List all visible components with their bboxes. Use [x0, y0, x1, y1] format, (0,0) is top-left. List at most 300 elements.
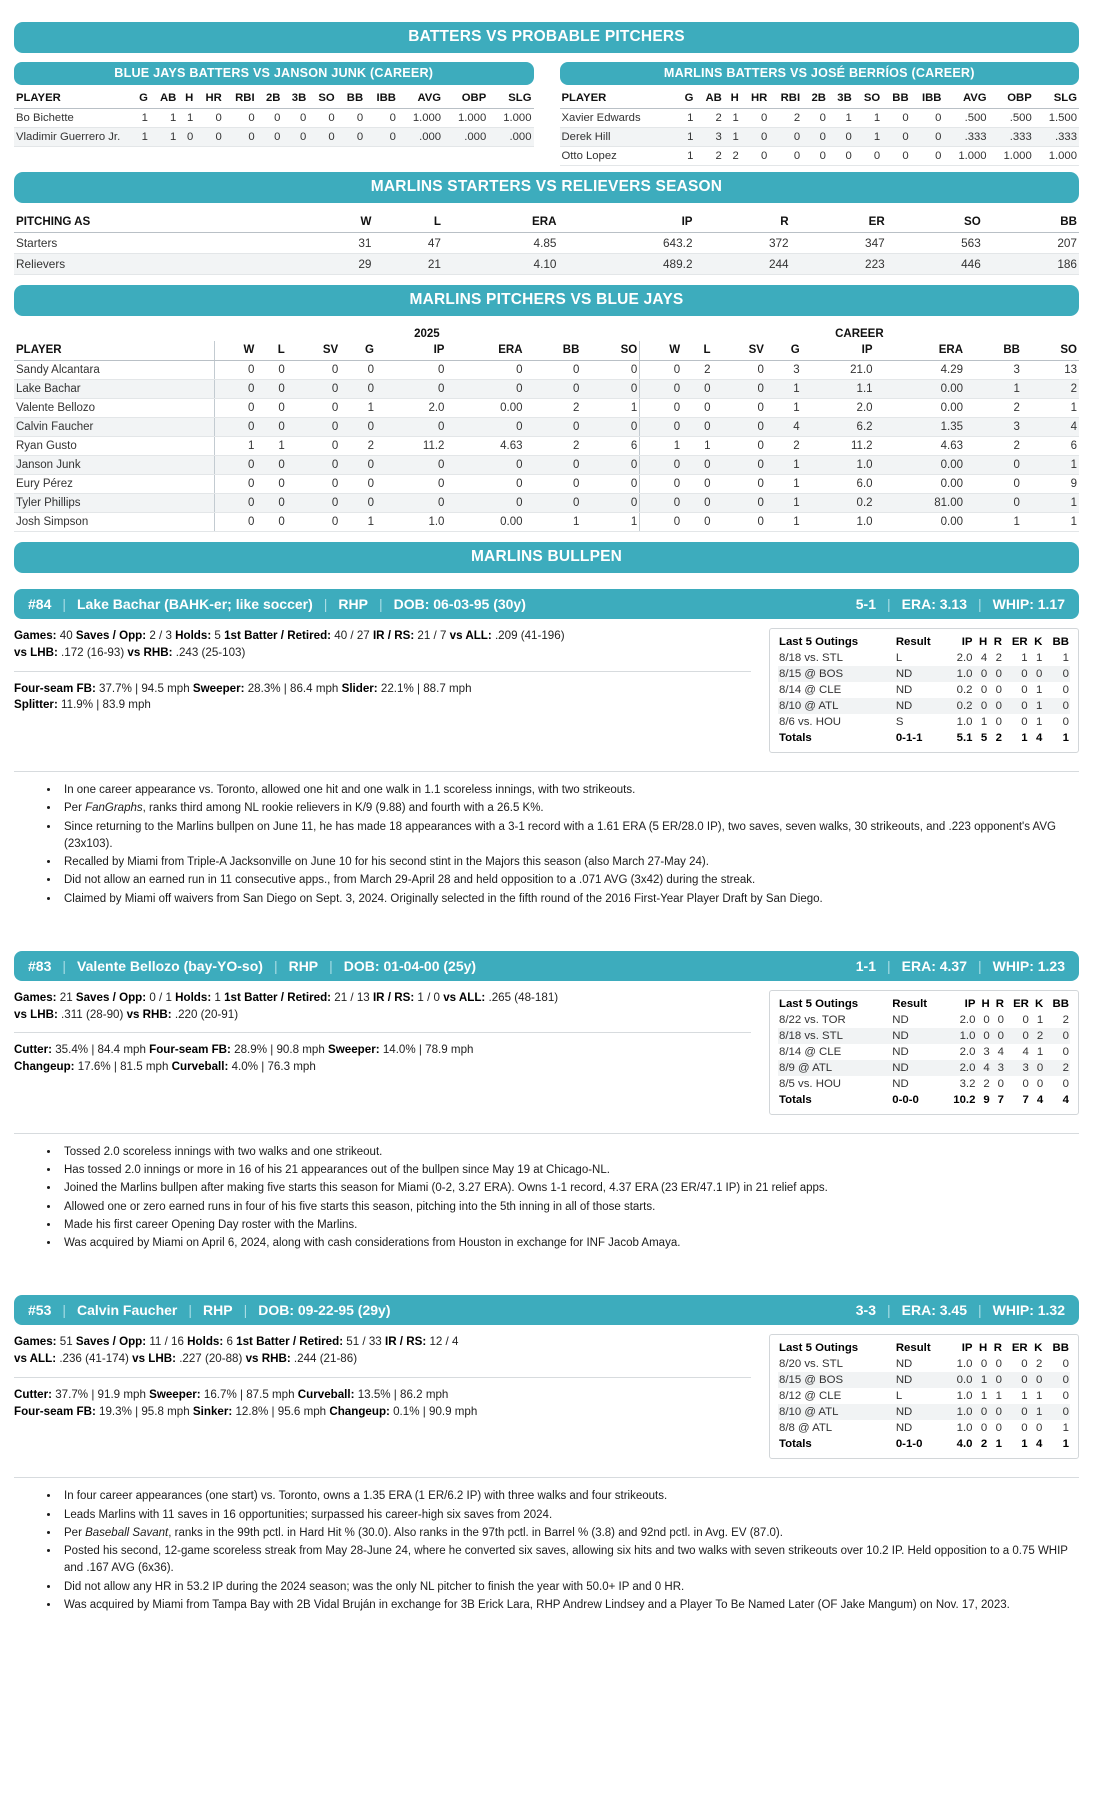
cell-value: 0 [828, 128, 854, 147]
column-header-l: L [682, 341, 712, 361]
cell-value: 3 [695, 128, 723, 147]
column-header-ip: IP [802, 341, 875, 361]
table-body [778, 1012, 1070, 1108]
cell-value: 0 [376, 475, 446, 494]
outing-stat: 0 [980, 684, 988, 696]
cell-value: 643.2 [559, 233, 695, 254]
outings-column-h: H [979, 636, 988, 648]
cell-value: 0 [214, 475, 256, 494]
player-note-item: • Did not allow any HR in 53.2 IP during the 2024 season; was the only NL pitcher to finish the year with 50.0+ IP and 0 HR. [60, 1579, 1079, 1596]
outing-result: ND [895, 1406, 913, 1419]
table-row [560, 109, 1080, 128]
outing-stat: 0 [1021, 1374, 1028, 1387]
column-header-obp: OBP [443, 89, 488, 109]
outings-column-r: R [995, 997, 1004, 1010]
column-header-ibb: IBB [365, 89, 398, 109]
outing-stat: 2 [1036, 1029, 1044, 1042]
cell-value: 223 [791, 254, 887, 275]
cell-value: 29 [304, 254, 373, 275]
cell-value: 0 [256, 456, 286, 475]
divider-pipe: | [329, 957, 333, 974]
outing-stat: 4 [983, 1061, 990, 1074]
totals-value: 0-0-0 [891, 1092, 942, 1108]
cell-value: 3 [766, 361, 802, 380]
outing-stat: 1 [1036, 1406, 1043, 1419]
outing-stat: 1.0 [956, 1422, 973, 1435]
cell-value: 0 [581, 494, 639, 513]
cell-value: 1 [340, 513, 376, 532]
column-header-2b: 2B [257, 89, 283, 109]
cell-value: 0 [713, 513, 766, 532]
cell-value: 0 [581, 361, 639, 380]
cell-value: 0 [713, 418, 766, 437]
column-header-ab: AB [695, 89, 723, 109]
outing-totals-row [778, 730, 1070, 746]
cell-value: 0 [195, 128, 223, 147]
cell-value: 0 [308, 109, 336, 128]
cell-value: 1 [340, 399, 376, 418]
outing-date: 8/5 vs. HOU [779, 1077, 842, 1090]
cell-value: 0 [882, 109, 910, 128]
cell-value: 0 [287, 494, 340, 513]
player-stats-block [14, 1334, 751, 1459]
column-header-g: G [132, 89, 150, 109]
outings-column-result: Result [895, 1342, 931, 1355]
cell-value: 0 [340, 361, 376, 380]
cell-value: 347 [791, 233, 887, 254]
outing-stat: 2.0 [956, 652, 973, 664]
outing-row [778, 666, 1070, 682]
player-dob: DOB: 09-22-95 (29y) [258, 1302, 391, 1319]
outing-stat: 1 [1036, 716, 1043, 728]
player-note-item: • Leads Marlins with 11 saves in 16 opportunities; surpassed his career-high six saves from 2024. [60, 1507, 1079, 1524]
outings-column-ip: IP [961, 636, 973, 648]
totals-value: 4 [1029, 1436, 1044, 1452]
column-header-era: ERA [446, 341, 524, 361]
cell-value: 0.00 [875, 399, 965, 418]
cell-value: 4.85 [443, 233, 559, 254]
cell-value: .333 [989, 128, 1034, 147]
table-header-row [778, 1340, 1070, 1356]
outing-date: 8/18 vs. STL [779, 652, 843, 664]
cell-value: 0 [640, 475, 682, 494]
main-title-banner: BATTERS VS PROBABLE PITCHERS [14, 22, 1079, 53]
bluejays-batters-column [14, 62, 534, 166]
player-card [14, 589, 1079, 935]
column-header-avg: AVG [943, 89, 988, 109]
cell-value: 0 [340, 418, 376, 437]
outing-stat: 0 [1036, 668, 1043, 680]
cell-value: 1 [1022, 399, 1079, 418]
column-header-w: W [640, 341, 682, 361]
outing-stat: 2 [1062, 1061, 1069, 1074]
cell-value: 1 [965, 380, 1022, 399]
column-header-h: H [724, 89, 741, 109]
player-record: 5-1 [855, 596, 876, 612]
cell-value: 0 [376, 456, 446, 475]
divider-pipe: | [188, 1302, 193, 1319]
totals-value: 7 [1005, 1092, 1030, 1108]
outing-stat: 0 [1062, 1374, 1069, 1387]
cell-value: 0 [214, 399, 256, 418]
player-card-header [14, 951, 1079, 981]
cell-value: 0 [682, 399, 712, 418]
table-header-row [14, 212, 1079, 233]
outings-column-result: Result [895, 636, 931, 648]
cell-value: 0 [376, 380, 446, 399]
cell-value: 1 [132, 109, 150, 128]
divider-pipe: | [978, 957, 982, 974]
cell-value: 0 [965, 494, 1022, 513]
cell-value: 2.0 [376, 399, 446, 418]
outings-column-bb: BB [1052, 1342, 1069, 1355]
cell-value: 4.63 [446, 437, 524, 456]
player-identity [28, 1302, 391, 1318]
cell-value: 1 [581, 513, 639, 532]
cell-value: 186 [983, 254, 1079, 275]
cell-value: .333 [1034, 128, 1079, 147]
cell-value: 0 [525, 380, 582, 399]
cell-value: 0 [802, 147, 828, 166]
cell-value: 6.2 [802, 418, 875, 437]
cell-value: 0 [308, 128, 336, 147]
cell-value: 0 [581, 418, 639, 437]
table-body [14, 361, 1079, 532]
outing-stat: 0 [1021, 668, 1028, 680]
cell-value: .000 [488, 128, 533, 147]
cell-value: 0 [525, 494, 582, 513]
outing-row [778, 1356, 1070, 1372]
cell-value: 1 [214, 437, 256, 456]
cell-value: 0 [178, 128, 195, 147]
outing-stat: 0 [995, 716, 1002, 728]
totals-value: 1 [988, 1436, 1003, 1452]
outing-stat: 2 [995, 652, 1002, 664]
cell-value: 1.1 [802, 380, 875, 399]
cell-value: 1 [854, 109, 882, 128]
column-header-h: H [178, 89, 195, 109]
totals-label: Totals [778, 1092, 891, 1108]
cell-value: 0.00 [875, 513, 965, 532]
cell-value: 0 [640, 513, 682, 532]
divider-pipe: | [273, 957, 278, 974]
cell-value: 207 [983, 233, 1079, 254]
table-row [14, 513, 1079, 532]
cell-value: 0 [287, 513, 340, 532]
cell-value: 0 [340, 380, 376, 399]
outing-stat: 0 [983, 1013, 990, 1026]
last-5-outings-table [778, 634, 1070, 746]
outing-totals-row [778, 1092, 1070, 1108]
cell-value: 1 [678, 128, 696, 147]
outing-stat: 0 [1021, 1422, 1028, 1435]
player-era: ERA: 4.37 [901, 957, 967, 974]
cell-value: 2 [340, 437, 376, 456]
column-header-player: PLAYER [14, 89, 132, 109]
player-stat-line-2: vs ALL: .236 (41-174) vs LHB: .227 (20-88) vs RHB: .244 (21-86) [14, 1352, 358, 1366]
player-throwing-hand: RHP [203, 1302, 233, 1319]
marlins-batters-column [560, 62, 1080, 166]
outings-column-bb: BB [1052, 636, 1069, 648]
outing-stat: 0 [997, 1013, 1004, 1026]
cell-value: 0 [581, 475, 639, 494]
player-era: ERA: 3.13 [901, 596, 967, 612]
column-header-2b: 2B [802, 89, 828, 109]
cell-value: 2 [766, 437, 802, 456]
stat-divider [14, 1377, 751, 1378]
outing-stat: 1 [995, 1390, 1002, 1403]
outing-stat: 0 [1062, 684, 1069, 696]
outing-stat: 0 [995, 668, 1002, 680]
player-note-item: • Has tossed 2.0 innings or more in 16 of his 21 appearances out of the bullpen since May 19 at Chicago-NL. [60, 1162, 1079, 1179]
row-label: Tyler Phillips [14, 494, 214, 513]
player-throwing-hand: RHP [338, 596, 368, 612]
outing-stat: 0 [995, 1358, 1002, 1371]
outing-stat: 1 [980, 1374, 988, 1387]
cell-value: 0 [640, 494, 682, 513]
row-label: Vladimir Guerrero Jr. [14, 128, 132, 147]
cell-value: 0 [640, 399, 682, 418]
totals-value: 4 [1030, 1092, 1044, 1108]
last-5-outings-box [769, 1334, 1079, 1459]
cell-value: 0 [365, 109, 398, 128]
outings-column-last-5-outings: Last 5 Outings [779, 636, 859, 648]
player-stat-line-2: vs LHB: .172 (16-93) vs RHB: .243 (25-103) [14, 645, 246, 659]
player-dob: DOB: 01-04-00 (25y) [343, 957, 477, 974]
group-header-blank [14, 325, 214, 341]
outing-row [778, 1012, 1070, 1028]
cell-value: 0 [287, 475, 340, 494]
cell-value: 0 [340, 494, 376, 513]
outing-date: 8/6 vs. HOU [779, 716, 842, 728]
outing-stat: 0 [997, 1029, 1004, 1042]
bluejays-batters-title: BLUE JAYS BATTERS VS JANSON JUNK (CAREER) [14, 62, 534, 85]
cell-value: 2 [682, 361, 712, 380]
totals-value: 1 [1003, 730, 1029, 746]
divider-pipe: | [887, 1302, 891, 1319]
table-row [14, 233, 1079, 254]
totals-value: 5 [974, 730, 989, 746]
cell-value: 0 [882, 128, 910, 147]
outing-stat: 2 [983, 1077, 990, 1090]
pitchers-vs-bluejays-banner: MARLINS PITCHERS VS BLUE JAYS [14, 285, 1079, 316]
cell-value: 1 [766, 494, 802, 513]
cell-value: 47 [373, 233, 442, 254]
outings-column-h: H [981, 997, 990, 1010]
cell-value: 0 [682, 418, 712, 437]
outing-stat: 1 [1036, 700, 1043, 712]
bullpen-banner: MARLINS BULLPEN [14, 542, 1079, 573]
outing-stat: 0 [1062, 1358, 1069, 1371]
cell-value: 1 [640, 437, 682, 456]
outing-result: ND [895, 1358, 913, 1371]
cell-value: 0 [256, 361, 286, 380]
player-stats-block [14, 628, 751, 753]
cell-value: 0 [446, 361, 524, 380]
cell-value: 0 [713, 399, 766, 418]
outing-stat: 0 [1062, 668, 1069, 680]
row-label: Relievers [14, 254, 304, 275]
cell-value: 0 [340, 456, 376, 475]
cell-value: 0 [713, 494, 766, 513]
player-pitch-line-2: Four-seam FB: 19.3% | 95.8 mph Sinker: 12.8% | 95.6 mph Changeup: 0.1% | 90.9 mph [14, 1404, 478, 1418]
outing-stat: 1.0 [956, 668, 973, 680]
cell-value: 0 [713, 456, 766, 475]
outing-result: ND [892, 1061, 909, 1074]
outing-stat: 0 [1036, 1422, 1043, 1435]
cell-value: .500 [989, 109, 1034, 128]
cell-value: 4.10 [443, 254, 559, 275]
outing-stat: 0 [1022, 1029, 1029, 1042]
cell-value: 1 [854, 128, 882, 147]
cell-value: 1 [828, 109, 854, 128]
cell-value: 4.29 [875, 361, 965, 380]
row-label: Bo Bichette [14, 109, 132, 128]
outing-stat: 0 [995, 700, 1002, 712]
cell-value: 0 [446, 475, 524, 494]
column-header-r: R [695, 212, 791, 233]
column-header-bb: BB [337, 89, 365, 109]
outing-stat: 0 [995, 1422, 1002, 1435]
starters-relievers-banner: MARLINS STARTERS VS RELIEVERS SEASON [14, 172, 1079, 203]
player-name[interactable]: Lake Bachar (BAHK-er; like soccer) [77, 596, 313, 612]
column-header-so: SO [854, 89, 882, 109]
cell-value: 2 [1022, 380, 1079, 399]
player-identity [28, 958, 476, 974]
player-stat-line-2: vs LHB: .311 (28-90) vs RHB: .220 (20-91) [14, 1007, 239, 1021]
player-note-item: • Per FanGraphs, ranks third among NL rookie relievers in K/9 (9.88) and fourth with a 26.5 K%. [60, 800, 1079, 817]
outing-stat: 3 [983, 1045, 990, 1058]
cell-value: 2 [965, 437, 1022, 456]
cell-value: 0 [525, 418, 582, 437]
table-header-row [14, 89, 534, 109]
stat-divider [14, 1032, 751, 1033]
cell-value: 1.000 [488, 109, 533, 128]
outings-column-ip: IP [961, 1342, 973, 1355]
outing-stat: 0 [1021, 700, 1028, 712]
cell-value: 0 [287, 418, 340, 437]
cell-value: 0 [365, 128, 398, 147]
outing-stat: 0 [995, 1374, 1002, 1387]
outings-column-r: R [993, 636, 1002, 648]
outing-date: 8/10 @ ATL [779, 1406, 839, 1419]
divider-pipe: | [323, 596, 328, 612]
cell-value: 244 [695, 254, 791, 275]
outing-stat: 0 [1062, 1077, 1069, 1090]
cell-value: 0 [282, 109, 308, 128]
player-note-item: • In four career appearances (one start) vs. Toronto, owns a 1.35 ERA (1 ER/6.2 IP) with three walks and four strikeouts. [60, 1488, 1079, 1505]
row-label: Sandy Alcantara [14, 361, 214, 380]
outing-result: ND [895, 700, 913, 712]
player-card-header [14, 589, 1079, 619]
cell-value: 0 [214, 513, 256, 532]
outing-stat: 2.0 [959, 1013, 976, 1026]
outing-stat: 1 [1036, 1390, 1043, 1403]
cell-value: 0 [911, 147, 944, 166]
player-stats-block [14, 990, 751, 1115]
cell-value: 0 [713, 475, 766, 494]
pitchers-vs-bluejays-table [14, 325, 1079, 532]
cell-value: 1 [1022, 494, 1079, 513]
outing-stat: 4 [997, 1045, 1004, 1058]
cell-value: 3 [965, 418, 1022, 437]
column-header-slg: SLG [1034, 89, 1079, 109]
outing-stat: 2 [1062, 1013, 1069, 1026]
outing-date: 8/8 @ ATL [779, 1422, 833, 1435]
cell-value: 0 [214, 380, 256, 399]
cell-value: 9 [1022, 475, 1079, 494]
outing-result: ND [895, 1374, 913, 1387]
outing-row [778, 1420, 1070, 1436]
cell-value: 1 [150, 128, 178, 147]
cell-value: 0 [376, 361, 446, 380]
cell-value: 1 [256, 437, 286, 456]
cell-value: 489.2 [559, 254, 695, 275]
cell-value: 1 [766, 399, 802, 418]
column-header-so: SO [1022, 341, 1079, 361]
outings-column-er: ER [1011, 1342, 1028, 1355]
outing-date: 8/20 vs. STL [779, 1358, 843, 1371]
cell-value: 0 [828, 147, 854, 166]
cell-value: 0 [525, 361, 582, 380]
column-header-era: ERA [443, 212, 559, 233]
bluejays-batters-table [14, 89, 534, 147]
outing-date: 8/9 @ ATL [779, 1061, 833, 1074]
player-name[interactable]: Calvin Faucher [77, 1302, 178, 1319]
outing-stat: 0 [1021, 684, 1028, 696]
table-row [14, 361, 1079, 380]
cell-value: 0.00 [875, 380, 965, 399]
group-header-career: CAREER [835, 328, 884, 340]
cell-value: 0 [257, 109, 283, 128]
player-note-item: • Did not allow an earned run in 11 consecutive apps., from March 29-April 28 and held opposition to a .071 AVG (3x42) during the streak. [60, 872, 1079, 889]
marlins-batters-title: MARLINS BATTERS VS JOSÉ BERRÍOS (CAREER) [560, 62, 1080, 85]
cell-value: 1 [678, 147, 696, 166]
outing-stat: 0 [995, 1406, 1002, 1419]
column-header-w: W [304, 212, 373, 233]
cell-value: 0 [214, 361, 256, 380]
outing-stat: 4 [1022, 1045, 1029, 1058]
player-record: 1-1 [855, 957, 876, 974]
table-row [14, 418, 1079, 437]
outing-row [778, 698, 1070, 714]
cell-value: 446 [887, 254, 983, 275]
outing-stat: 0.2 [956, 684, 973, 696]
player-notes-list [14, 1144, 1079, 1253]
outing-row [778, 1028, 1070, 1044]
player-throwing-hand: RHP [288, 957, 319, 974]
outing-result: ND [895, 1422, 913, 1435]
player-record: 3-3 [855, 1302, 876, 1319]
outing-row [778, 1060, 1070, 1076]
player-dob: DOB: 06-03-95 (30y) [393, 596, 526, 612]
column-header-3b: 3B [282, 89, 308, 109]
outing-stat: 1 [1021, 652, 1028, 664]
player-name[interactable]: Valente Bellozo (bay-YO-so) [77, 957, 263, 974]
cell-value: 0 [376, 494, 446, 513]
player-note-item: • Allowed one or zero earned runs in four of his five starts this season, pitching into the 5th inning in all of those starts. [60, 1199, 1079, 1216]
outing-stat: 1.0 [956, 1390, 973, 1403]
cell-value: 2 [769, 109, 802, 128]
cell-value: 21.0 [802, 361, 875, 380]
column-header-hr: HR [741, 89, 769, 109]
column-header-bb: BB [525, 341, 582, 361]
cell-value: 6.0 [802, 475, 875, 494]
notes-divider [14, 1477, 1079, 1478]
outing-stat: 1.0 [956, 716, 973, 728]
player-pitch-line-1: Cutter: 37.7% | 91.9 mph Sweeper: 16.7% | 87.5 mph Curveball: 13.5% | 86.2 mph [14, 1387, 449, 1401]
last-5-outings-panel [769, 1334, 1079, 1459]
